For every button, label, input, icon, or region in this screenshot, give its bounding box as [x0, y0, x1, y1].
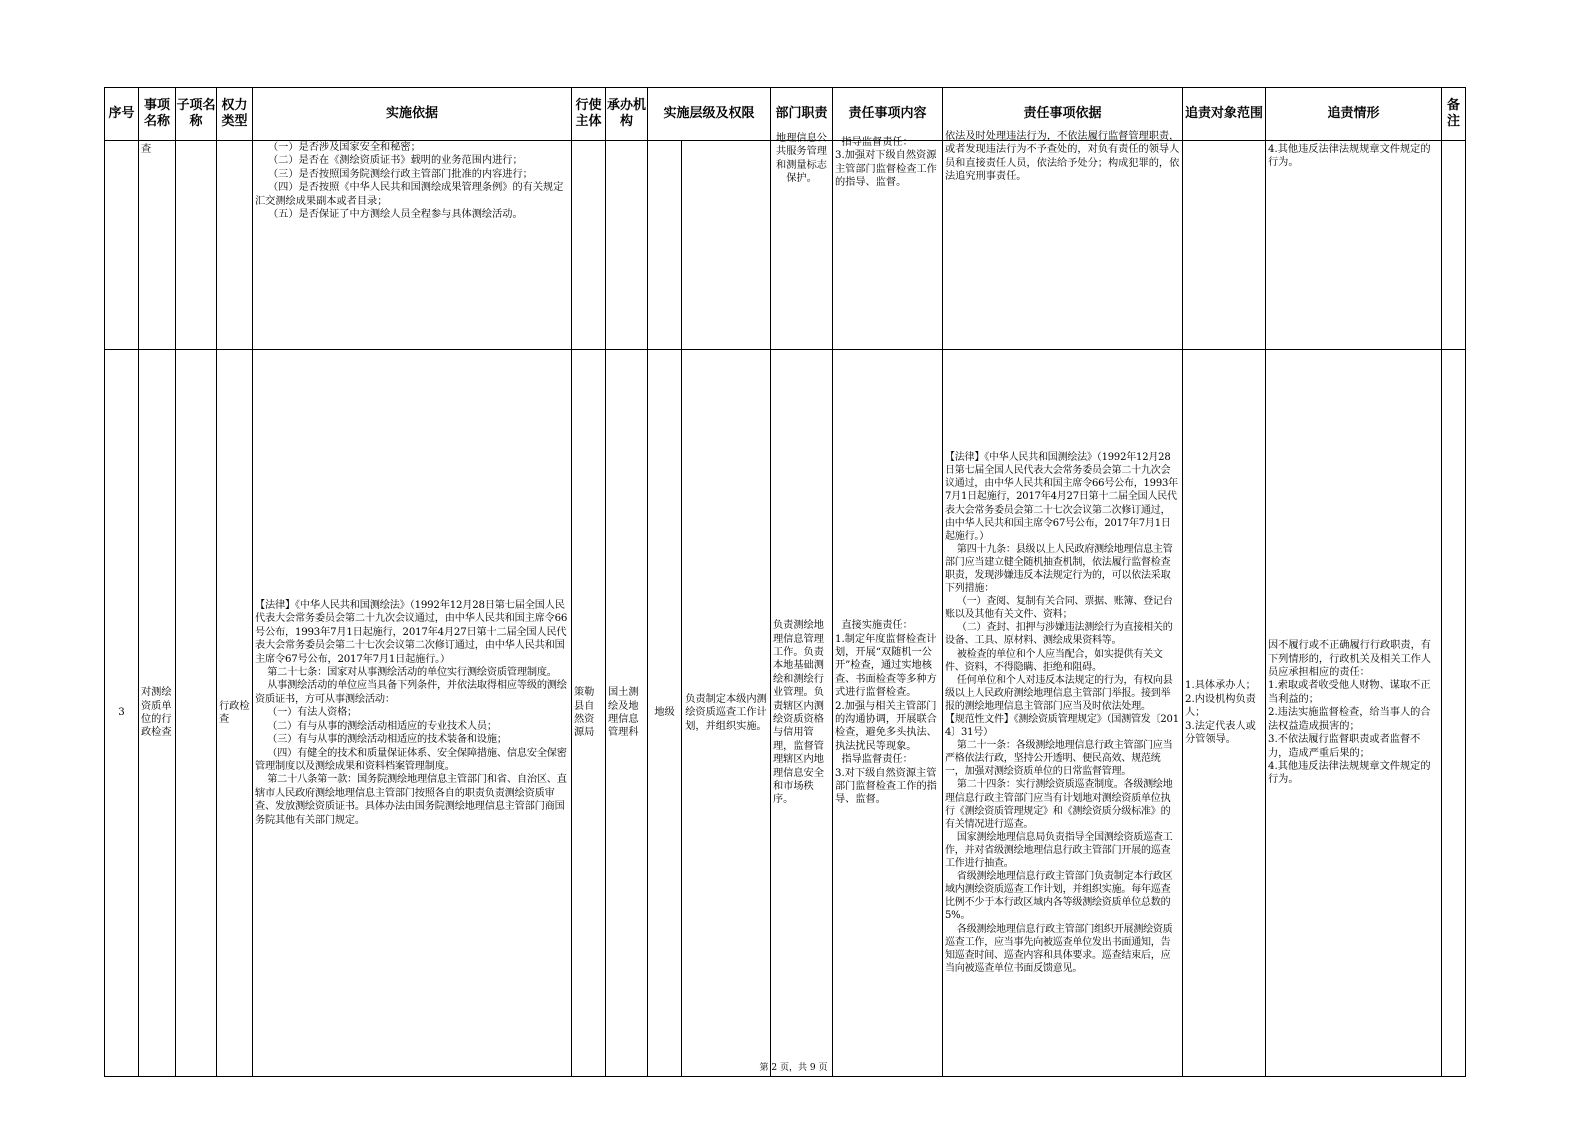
header-subject: 行使主体 [572, 88, 606, 141]
cell-basis: 【法律】《中华人民共和国测绘法》（1992年12月28日第七届全国人民代表大会常务委员会第二十九次会议通过，由中华人民共和国主席令66号公布，1993年7月1日起施行，2017年4月27日第十二届全国人民代表大会常务委员会第二十七次会议第二次修订通过，由中华人民共和国主席令67号公布，2017年7月1日起施行。） 第二十七条：国家对从事测绘活动的单位实行测绘资质管理制度。 从事测绘活动的单位应当具备下列条件，并依法取得相应等级的测绘资质证书，方可从事测绘活动： （一）有法人资格； （二）有与从事的测绘活动相适应的专业技术人员； （三）有与从事的测绘活动相适应的技术装备和设施； （四）有健全的技术和质量保证体系、安全保障措施、信息安全保密管理制度以及测绘成果和资料档案管理制度。 第二十八条第一款：国务院测绘地理信息主管部门和省、自治区、直辖市人民政府测绘地理信息主管部门按照各自的职责负责测绘资质审查、发放测绘资质证书。具体办法由国务院测绘地理信息主管部门商国务院其他有关部门规定。 [253, 350, 572, 1077]
header-resp: 责任事项内容 [833, 88, 943, 141]
table-row-3 [105, 350, 1466, 1077]
cell-power-type [217, 141, 253, 350]
cell-duty: 负责测绘地理信息管理工作。负责本地基础测绘和测绘行业管理。负责辖区内测绘资质资格与信用管理，监督管理辖区内地理信息安全和市场秩序。 [771, 350, 833, 1077]
cell-agency: 国土测绘及地理信息管理科 [606, 350, 648, 1077]
cell-resp-basis: 【法律】《中华人民共和国测绘法》（1992年12月28日第七届全国人民代表大会常务委员会第二十九次会议通过，由中华人民共和国主席令66号公布，1993年7月1日起施行，2017年4月27日第十二届全国人民代表大会常务委员会第二十七次会议第二次修订通过，由中华人民共和国主席令67号公布，2017年7月1日起施行。） 第四十九条：县级以上人民政府测绘地理信息主管部门应当建立健全随机抽查机制，依法履行监督检查职责，发现涉嫌违反本法规定行为的，可以依法采取下列措施： （一）查阅、复制有关合同、票据、账簿、登记台账以及其他有关文件、资料； （二）查封、扣押与涉嫌违法测绘行为直接相关的设备、工具、原材料、测绘成果资料等。 被检查的单位和个人应当配合，如实提供有关文件、资料，不得隐瞒、拒绝和阻碍。 任何单位和个人对违反本法规定的行为，有权向县级以上人民政府测绘地理信息主管部门举报。接到举报的测绘地理信息主管部门应当及时依法处理。 【规范性文件】《测绘资质管理规定》（国测管发〔2014〕31号） 第二十一条：各级测绘地理信息行政主管部门应当严格依法行政，坚持公开透明、便民高效、规范统一，加强对测绘资质单位的日常监督管理。 第二十四条：实行测绘资质巡查制度。各级测绘地理信息行政主管部门应当有计划地对测绘资质单位执行《测绘资质管理规定》和《测绘资质分级标准》的有关情况进行巡查。 国家测绘地理信息局负责指导全国测绘资质巡查工作，并对省级测绘地理信息行政主管部门开展的巡查工作进行抽查。 省级测绘地理信息行政主管部门负责制定本行政区域内测绘资质巡查工作计划，并组织实施。每年巡查比例不少于本行政区域内各等级测绘资质单位总数的5%。 各级测绘地理信息行政主管部门组织开展测绘资质巡查工作，应当事先向被巡查单位发出书面通知，告知巡查时间、巡查内容和具体要求。巡查结束后，应当向被巡查单位书面反馈意见。 [943, 350, 1183, 1077]
cell-level-tier [648, 141, 682, 350]
cell-basis: （一）是否涉及国家安全和秘密； （二）是否在《测绘资质证书》载明的业务范围内进行； （三）是否按照国务院测绘行政主管部门批准的内容进行； （四）是否按照《中华人民共和国测绘成果管理条例》的有关规定汇交测绘成果副本或者目录； （五）是否保证了中方测绘人员全程参与具体测绘活动。 [253, 141, 572, 350]
page-footer: 第 2 页，共 9 页 [759, 1063, 828, 1073]
header-resp-basis: 责任事项依据 [943, 88, 1183, 141]
header-seq: 序号 [105, 88, 139, 141]
header-remark: 备注 [1442, 88, 1466, 141]
header-agency: 承办机构 [606, 88, 648, 141]
cell-subject: 策勒县自然资源局 [572, 350, 606, 1077]
cell-situation: 4.其他违反法律法规规章文件规定的行为。 [1266, 141, 1442, 350]
cell-level-desc: 负责制定本级内测绘资质巡查工作计划，并组织实施。 [682, 350, 771, 1077]
table-row-continued [105, 141, 1466, 350]
cell-resp: 指导监督责任： 3.加强对下级自然资源主管部门监督检查工作的指导、监督。 [833, 141, 943, 350]
cell-item: 查 [139, 141, 176, 350]
cell-duty: 地理信息公共服务管理和测量标志保护。 [771, 141, 833, 350]
header-item: 事项名称 [139, 88, 176, 141]
cell-level-desc [682, 141, 771, 350]
header-duty: 部门职责 [771, 88, 833, 141]
cell-seq: 3 [105, 350, 139, 1077]
cell-remark [1442, 141, 1466, 350]
cell-agency [606, 141, 648, 350]
cell-scope: 1.具体承办人； 2.内设机构负责人； 3.法定代表人或分管领导。 [1183, 350, 1266, 1077]
cell-resp-basis: 依法及时处理违法行为，不依法履行监督管理职责，或者发现违法行为不予查处的，对负有责任的领导人员和直接责任人员，依法给予处分；构成犯罪的，依法追究刑事责任。 [943, 141, 1183, 350]
cell-subitem [176, 350, 217, 1077]
cell-seq [105, 141, 139, 350]
cell-level-tier: 地级 [648, 350, 682, 1077]
header-basis: 实施依据 [253, 88, 572, 141]
cell-item: 对测绘资质单位的行政检查 [139, 350, 176, 1077]
header-situation: 追责情形 [1266, 88, 1442, 141]
header-power-type: 权力类型 [217, 88, 253, 141]
cell-power-type: 行政检查 [217, 350, 253, 1077]
cell-subitem [176, 141, 217, 350]
responsibility-table [104, 87, 1466, 1077]
cell-resp: 直接实施责任： 1.制定年度监督检查计划，开展“双随机一公开”检查，通过实地核查、书面检查等多种方式进行监督检查。 2.加强与相关主管部门的沟通协调，开展联合检查，避免多头执法、执法扰民等现象。 指导监督责任： 3.对下级自然资源主管部门监督检查工作的指导、监督。 [833, 350, 943, 1077]
cell-situation: 因不履行或不正确履行行政职责，有下列情形的，行政机关及相关工作人员应承担相应的责任： 1.索取或者收受他人财物、谋取不正当利益的； 2.违法实施监督检查，给当事人的合法权益造成损害的； 3.不依法履行监督职责或者监督不力，造成严重后果的； 4.其他违反法律法规规章文件规定的行为。 [1266, 350, 1442, 1077]
header-level: 实施层级及权限 [648, 88, 771, 141]
header-scope: 追责对象范围 [1183, 88, 1266, 141]
cell-scope [1183, 141, 1266, 350]
cell-subject [572, 141, 606, 350]
cell-remark [1442, 350, 1466, 1077]
header-subitem: 子项名称 [176, 88, 217, 141]
